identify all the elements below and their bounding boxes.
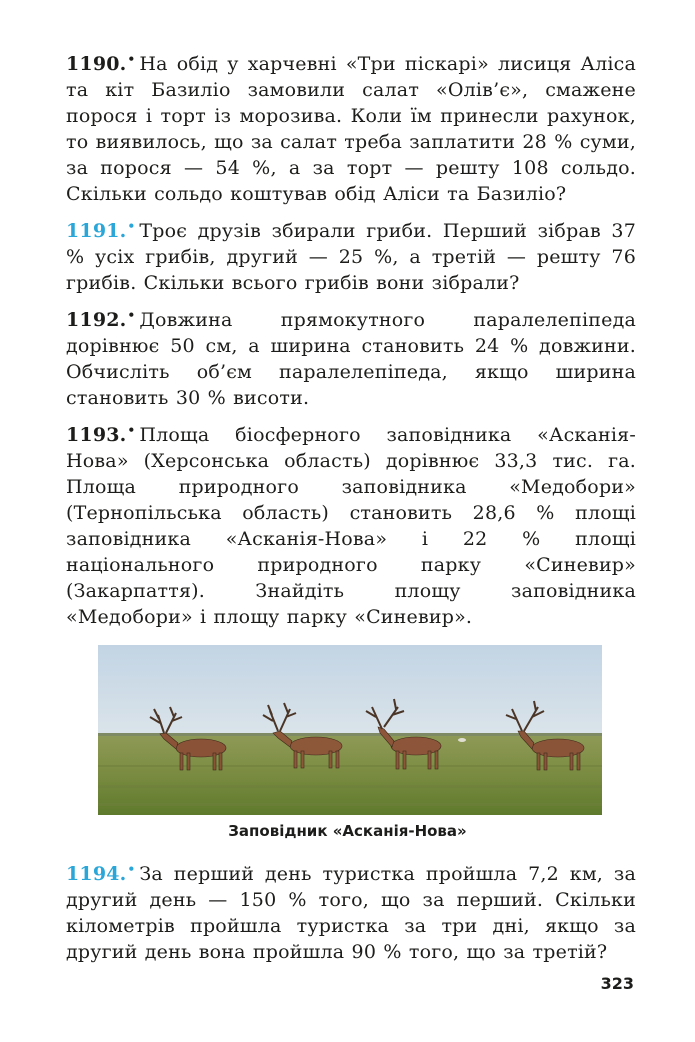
problem-1192 [66, 302, 636, 411]
problem-1191 [66, 213, 636, 296]
problem-number: 1190. [66, 53, 127, 75]
deer-steppe-image [98, 645, 602, 815]
problem-1190 [66, 46, 636, 207]
difficulty-dot-icon: • [127, 423, 136, 437]
problem-1194-block [66, 856, 636, 971]
problem-number: 1194. [66, 863, 127, 885]
problem-1193 [66, 417, 636, 630]
problem-text: Площа біосферного заповідника «Асканія-Нова» (Херсонська область) дорівнює 33,3 тис. га. Площа природного заповідника «Медобори» (Тернопільська область) становить 28,6 % площі заповідника «Асканія-Нова» і 22 % площі національного природного парку «Синевир» (Закарпаття). Знайдіть площу заповідника «Медобори» і площу парку «Синевир». [66, 424, 636, 628]
difficulty-dot-icon: • [127, 862, 136, 876]
problem-text: На обід у харчевні «Три піскарі» лисиця Аліса та кіт Базиліо замовили салат «Олів’є», смажене порося і торт із морозива. Коли їм принесли рахунок, то виявилось, що за салат треба заплатити 28 % суми, за порося — 54 %, а за торт — решту 108 сольдо. Скільки сольдо коштував обід Аліси та Базиліо? [66, 53, 636, 205]
problem-number: 1191. [66, 220, 127, 242]
difficulty-dot-icon: • [127, 219, 136, 233]
difficulty-dot-icon: • [127, 52, 136, 66]
problem-text: Троє друзів збирали гриби. Перший зібрав 37 % усіх грибів, другий — 25 %, а третій — решту 76 грибів. Скільки всього грибів вони зібрали? [66, 220, 636, 294]
deer-photo [98, 645, 602, 815]
problem-text: Довжина прямокутного паралелепіпеда дорівнює 50 см, а ширина становить 24 % довжини. Обчисліть об’єм паралелепіпеда, якщо ширина становить 30 % висоти. [66, 309, 636, 409]
problems-block [66, 46, 636, 636]
difficulty-dot-icon: • [127, 308, 136, 322]
problem-number: 1192. [66, 309, 127, 331]
page-number: 323 [600, 974, 634, 993]
problem-number: 1193. [66, 424, 127, 446]
problem-text: За перший день туристка пройшла 7,2 км, за другий день — 150 % того, що за перший. Скільки кілометрів пройшла туристка за три дні, якщо за другий день вона пройшла 90 % того, що за третій? [66, 863, 636, 963]
problem-1194 [66, 856, 636, 965]
photo-caption: Заповідник «Асканія-Нова» [228, 822, 467, 840]
